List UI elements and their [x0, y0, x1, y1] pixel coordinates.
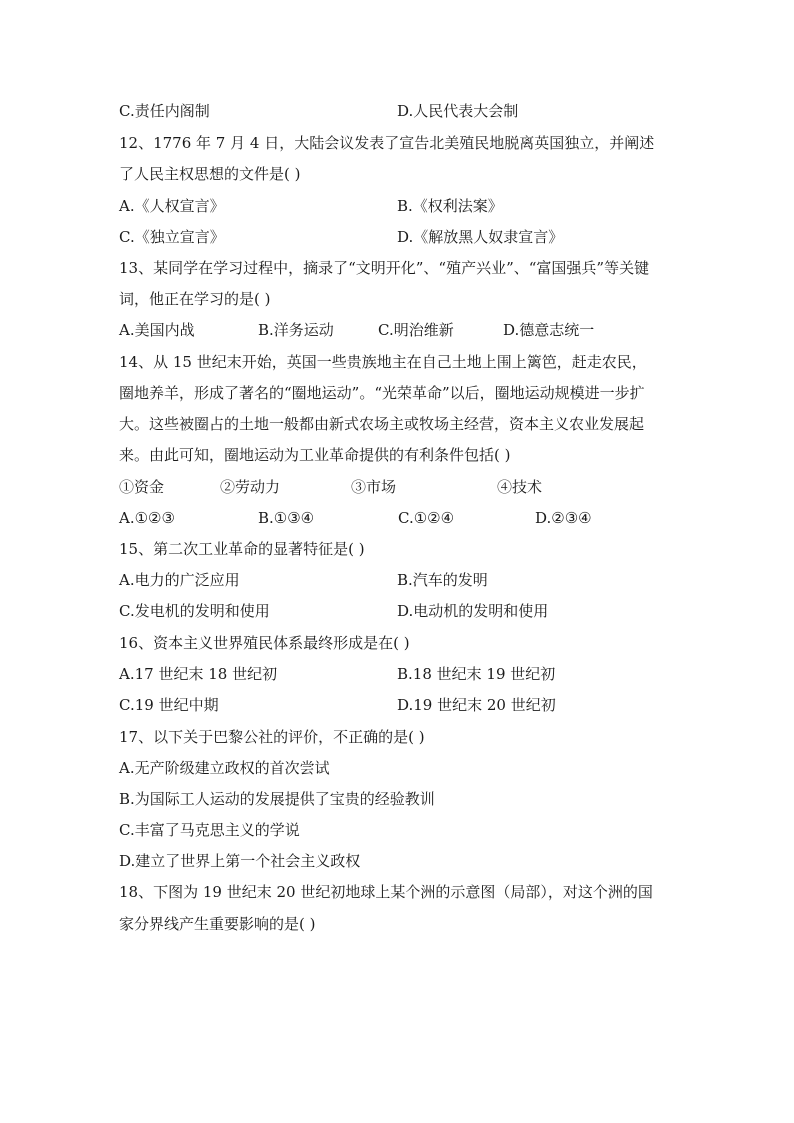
q16-option-b: B.18 世纪末 19 世纪初	[397, 665, 556, 683]
q12-option-c: C.《独立宣言》	[119, 228, 225, 246]
q17-option-c: C.丰富了马克思主义的学说	[119, 821, 300, 839]
q13-option-c: C.明治维新	[378, 321, 454, 339]
q15-option-b: B.汽车的发明	[397, 571, 488, 589]
q16-stem-line1: 16、资本主义世界殖民体系最终形成是在( )	[119, 634, 410, 652]
q17-option-a: A.无产阶级建立政权的首次尝试	[119, 759, 330, 777]
q14-option-c: C.①②④	[398, 509, 455, 527]
q17-option-d: D.建立了世界上第一个社会主义政权	[119, 852, 361, 870]
q16-option-d: D.19 世纪末 20 世纪初	[397, 696, 556, 714]
q12-option-b: B.《权利法案》	[397, 197, 503, 215]
q14-stem-line1: 14、从 15 世纪末开始，英国一些贵族地主在自己土地上围上篱笆，赶走农民，	[119, 353, 647, 371]
q13-stem-line1: 13、某同学在学习过程中，摘录了“文明开化”、“殖产兴业”、“富国强兵”等关键	[119, 259, 650, 277]
q14-stem-line2: 圈地养羊，形成了著名的“圈地运动”。“光荣革命”以后，圈地运动规模进一步扩	[119, 384, 645, 402]
q15-stem-line1: 15、第二次工业革命的显著特征是( )	[119, 540, 365, 558]
q13-stem-line2: 词，他正在学习的是( )	[119, 290, 271, 308]
q12-option-a: A.《人权宣言》	[119, 197, 225, 215]
q11-option-d: D.人民代表大会制	[397, 102, 519, 120]
q14-option-d: D.②③④	[535, 509, 592, 527]
q14-option-a: A.①②③	[119, 509, 175, 527]
q12-option-d: D.《解放黑人奴隶宣言》	[397, 228, 564, 246]
q16-option-c: C.19 世纪中期	[119, 696, 219, 714]
q16-option-a: A.17 世纪末 18 世纪初	[119, 665, 278, 683]
q11-option-c: C.责任内阁制	[119, 102, 210, 120]
q14-stem-line4: 来。由此可知，圈地运动为工业革命提供的有利条件包括( )	[119, 446, 511, 464]
q12-stem-line2: 了人民主权思想的文件是( )	[119, 165, 301, 183]
q18-stem-line2: 家分界线产生重要影响的是( )	[119, 915, 316, 933]
q17-stem-line1: 17、以下关于巴黎公社的评价，不正确的是( )	[119, 728, 425, 746]
q14-stem-line3: 大。这些被圈占的土地一般都由新式农场主或牧场主经营，资本主义农业发展起	[119, 415, 645, 433]
q15-option-a: A.电力的广泛应用	[119, 571, 240, 589]
q13-option-d: D.德意志统一	[503, 321, 595, 339]
q17-option-b: B.为国际工人运动的发展提供了宝贵的经验教训	[119, 790, 435, 808]
q15-option-d: D.电动机的发明和使用	[397, 602, 549, 620]
q14-item-2: ②劳动力	[220, 478, 281, 496]
q14-item-3: ③市场	[351, 478, 397, 496]
q14-item-1: ①资金	[119, 478, 165, 496]
q18-stem-line1: 18、下图为 19 世纪末 20 世纪初地球上某个洲的示意图（局部），对这个洲的国	[119, 883, 653, 901]
q13-option-b: B.洋务运动	[258, 321, 334, 339]
q13-option-a: A.美国内战	[119, 321, 195, 339]
q15-option-c: C.发电机的发明和使用	[119, 602, 270, 620]
q14-option-b: B.①③④	[258, 509, 315, 527]
q12-stem-line1: 12、1776 年 7 月 4 日，大陆会议发表了宣告北美殖民地脱离英国独立，并阐述	[119, 134, 655, 152]
q14-item-4: ④技术	[497, 478, 543, 496]
